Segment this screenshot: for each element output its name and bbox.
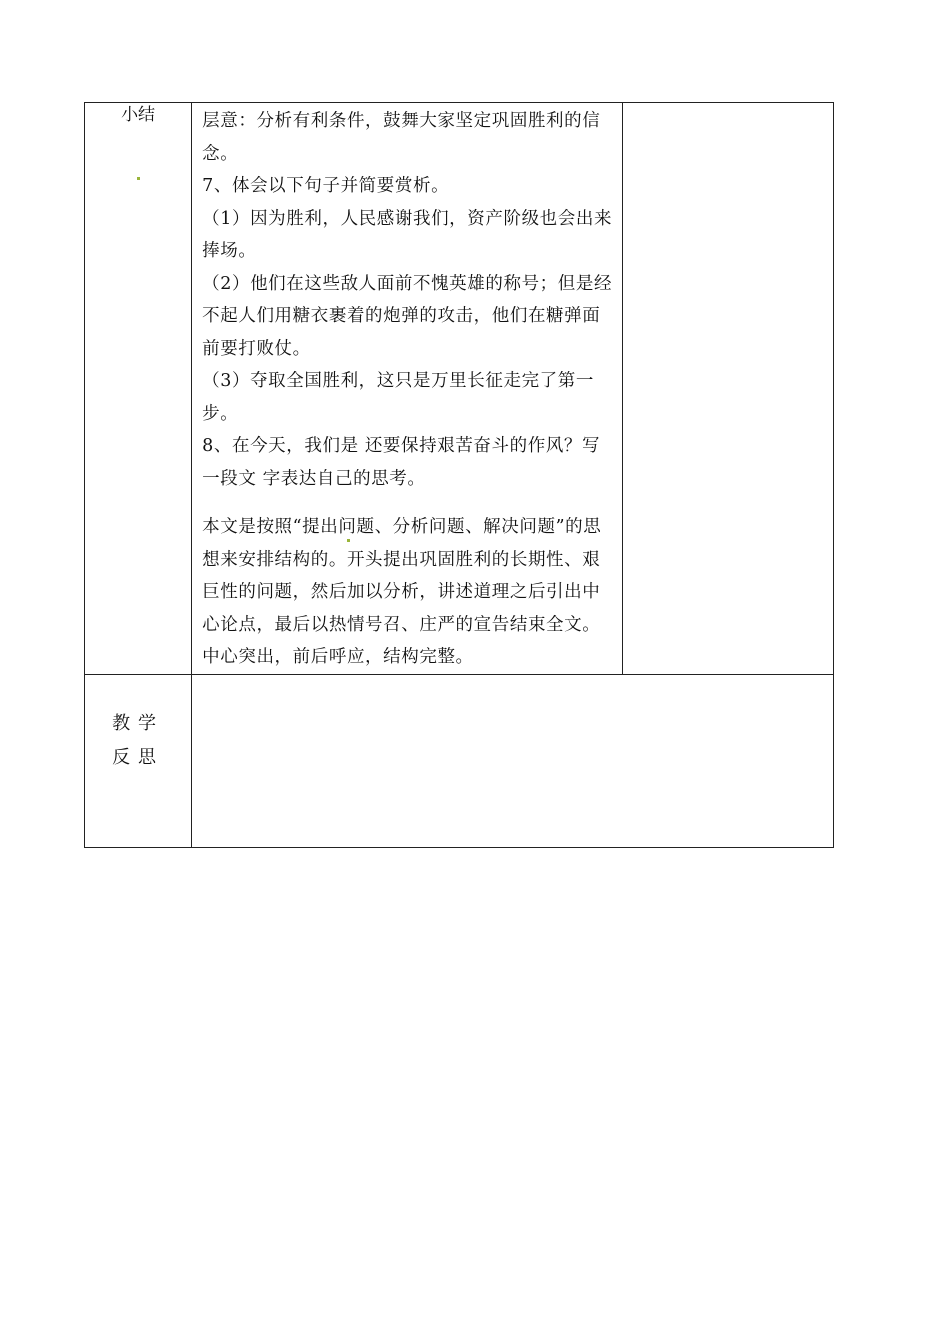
decorative-dot xyxy=(137,177,140,180)
summary-label-cell xyxy=(85,103,192,675)
summary-line-2: 7、体会以下句子并简要赏析。 xyxy=(202,176,450,196)
summary-side-cell xyxy=(622,103,833,675)
lesson-plan-table xyxy=(84,102,834,848)
summary-line-4: （2）他们在这些敌人面前不愧英雄的称号；但是经不起人们用糖衣裹着的炮弹的攻击，他们在糖弹面前要打败仗。 xyxy=(202,273,613,359)
reflection-label-line-1: 教学 xyxy=(112,712,165,734)
decorative-dot xyxy=(347,539,350,542)
summary-label: 小结 xyxy=(121,105,156,125)
reflection-row xyxy=(85,674,834,847)
paragraph-gap xyxy=(202,495,614,511)
summary-line-5: （3）夺取全国胜利，这只是万里长征走完了第一步。 xyxy=(202,371,594,424)
summary-content-cell xyxy=(192,103,623,675)
conclusion-paragraph: 本文是按照“提出问题、分析问题、解决问题”的思想来安排结构的。开头提出巩固胜利的长期性、艰巨性的问题，然后加以分析，讲述道理之后引出中心论点，最后以热情号召、庄严的宣告结束全文。中心突出，前后呼应，结构完整。 xyxy=(202,517,602,667)
summary-row xyxy=(85,103,834,675)
reflection-label-line-2: 反思 xyxy=(112,746,165,768)
reflection-label-cell xyxy=(85,674,192,847)
summary-line-1: 层意：分析有利条件，鼓舞大家坚定巩固胜利的信念。 xyxy=(202,111,601,164)
summary-line-3: （1）因为胜利，人民感谢我们，资产阶级也会出来捧场。 xyxy=(202,208,613,261)
reflection-content-cell xyxy=(192,674,834,847)
summary-line-6: 8、在今天，我们是 还要保持艰苦奋斗的作风？写一段文 字表达自己的思考。 xyxy=(202,436,601,489)
